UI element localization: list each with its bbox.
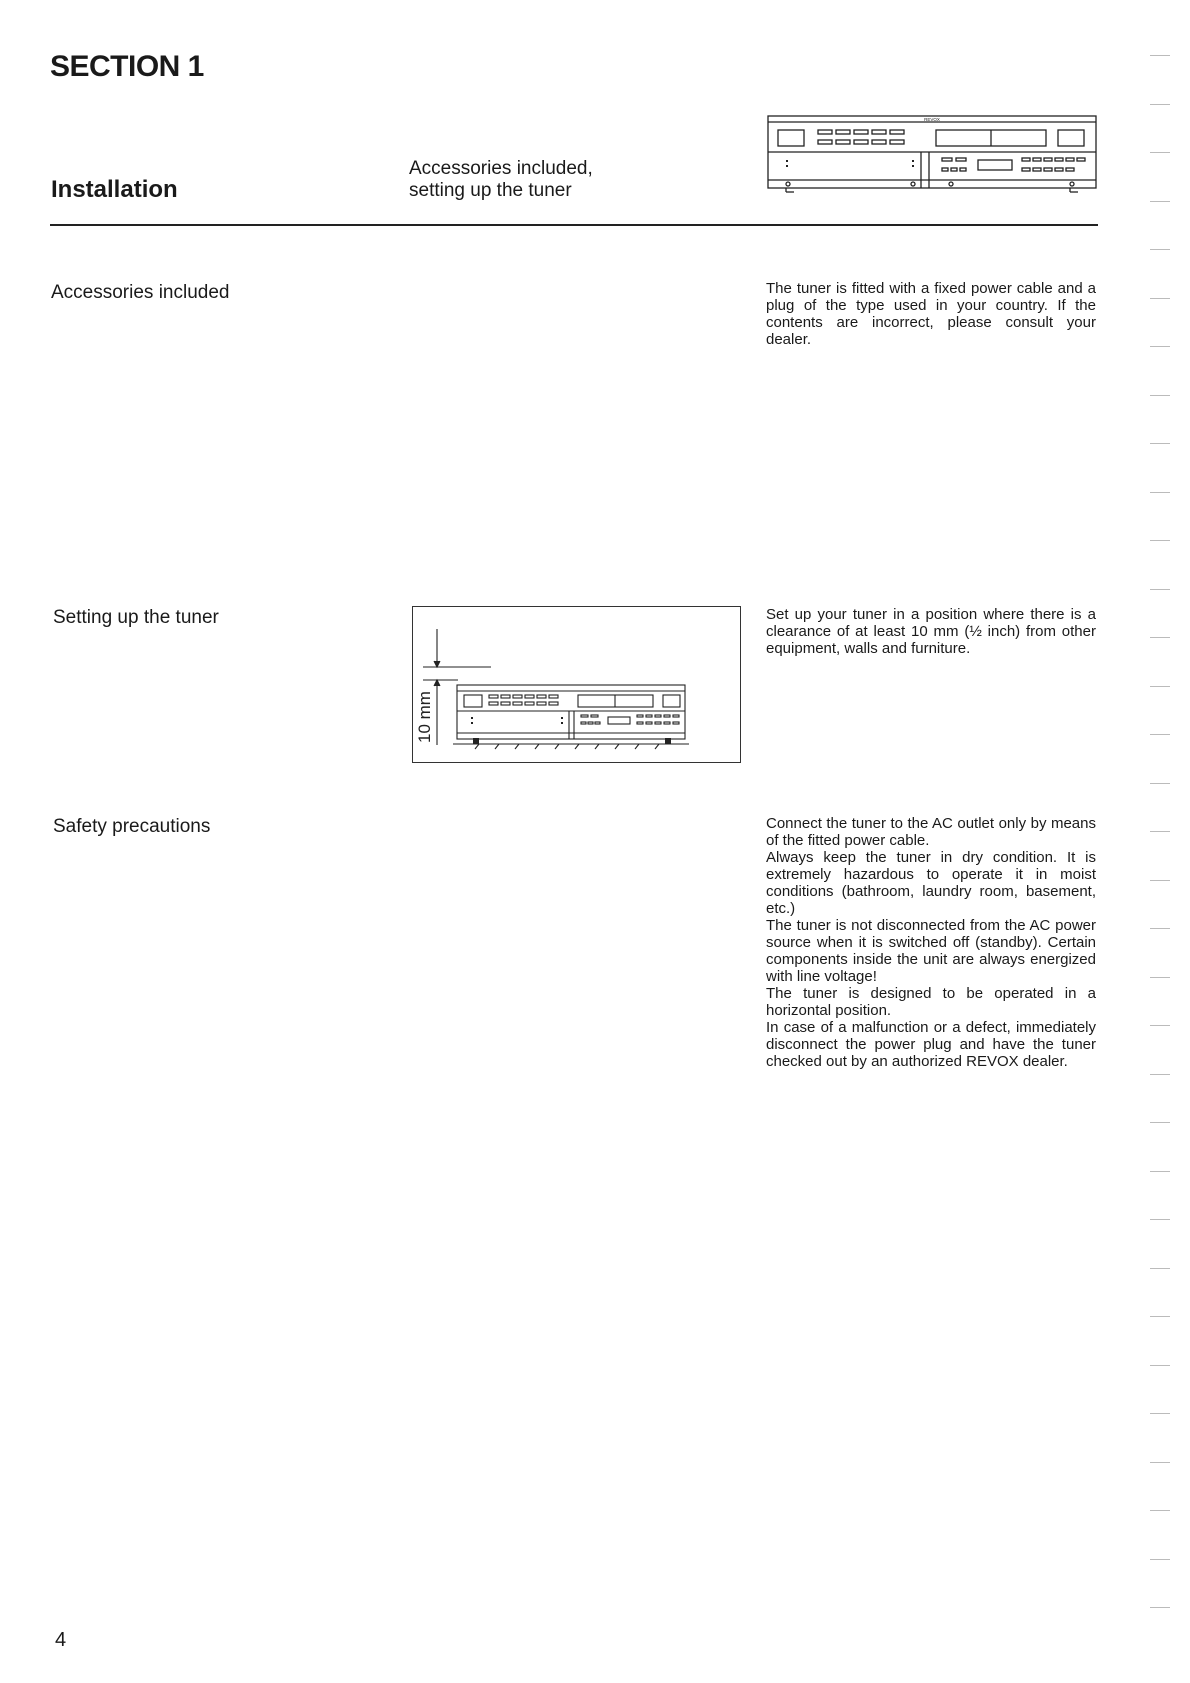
safety-paragraph-4: The tuner is designed to be operated in a horizontal position. (766, 985, 1096, 1019)
tuner-front-panel-illustration (766, 112, 1100, 198)
margin-tick (1150, 152, 1170, 153)
device-brand-label: REVOX (924, 117, 940, 122)
page-subheading (409, 158, 593, 202)
margin-tick (1150, 1607, 1170, 1608)
margin-tick (1150, 1268, 1170, 1269)
margin-tick (1150, 637, 1170, 638)
safety-label: Safety precautions (53, 816, 211, 837)
safety-paragraph-3: The tuner is not disconnected from the AC power source when it is switched off (standby). Certain components inside the unit are always energized with line voltage! (766, 917, 1096, 985)
margin-tick (1150, 249, 1170, 250)
clearance-diagram (413, 607, 739, 761)
margin-tick (1150, 1559, 1170, 1560)
margin-tick (1150, 928, 1170, 929)
safety-paragraph-1: Connect the tuner to the AC outlet only by means of the fitted power cable. (766, 815, 1096, 849)
safety-paragraph-5: In case of a malfunction or a defect, immediately disconnect the power plug and have the tuner checked out by an authorized REVOX dealer. (766, 1019, 1096, 1070)
margin-tick (1150, 589, 1170, 590)
margin-tick (1150, 55, 1170, 56)
margin-tick (1150, 1025, 1170, 1026)
safety-text (766, 815, 1096, 1070)
margin-tick (1150, 1462, 1170, 1463)
setup-text (766, 606, 1096, 657)
accessories-label: Accessories included (51, 282, 230, 303)
page-number: 4 (55, 1629, 67, 1651)
margin-tick (1150, 104, 1170, 105)
margin-tick (1150, 346, 1170, 347)
accessories-text (766, 280, 1096, 348)
margin-tick (1150, 1365, 1170, 1366)
margin-tick (1150, 686, 1170, 687)
margin-tick (1150, 783, 1170, 784)
margin-tick (1150, 1219, 1170, 1220)
setup-paragraph: Set up your tuner in a position where there is a clearance of at least 10 mm (½ inch) from other equipment, walls and furniture. (766, 606, 1096, 657)
subheading-line-2: setting up the tuner (409, 180, 572, 201)
margin-tick (1150, 395, 1170, 396)
header-rule (50, 224, 1098, 226)
margin-tick (1150, 1122, 1170, 1123)
margin-tick (1150, 977, 1170, 978)
page-heading: Installation (51, 176, 178, 203)
subheading-line-1: Accessories included, (409, 158, 593, 179)
margin-tick (1150, 1074, 1170, 1075)
clearance-figure (412, 606, 741, 763)
setup-label: Setting up the tuner (53, 607, 219, 628)
safety-paragraph-2: Always keep the tuner in dry condition. It is extremely hazardous to operate it in moist conditions (bathroom, laundry room, basement, etc.) (766, 849, 1096, 917)
margin-tick (1150, 492, 1170, 493)
margin-tick (1150, 831, 1170, 832)
margin-ticks (1150, 55, 1178, 1655)
section-title: SECTION 1 (50, 50, 204, 83)
margin-tick (1150, 201, 1170, 202)
margin-tick (1150, 1316, 1170, 1317)
margin-tick (1150, 298, 1170, 299)
margin-tick (1150, 734, 1170, 735)
margin-tick (1150, 880, 1170, 881)
margin-tick (1150, 443, 1170, 444)
margin-tick (1150, 540, 1170, 541)
margin-tick (1150, 1171, 1170, 1172)
margin-tick (1150, 1413, 1170, 1414)
clearance-label: 10 mm (415, 691, 434, 743)
margin-tick (1150, 1510, 1170, 1511)
accessories-paragraph: The tuner is fitted with a fixed power cable and a plug of the type used in your country. If the contents are incorrect, please consult your dealer. (766, 280, 1096, 348)
